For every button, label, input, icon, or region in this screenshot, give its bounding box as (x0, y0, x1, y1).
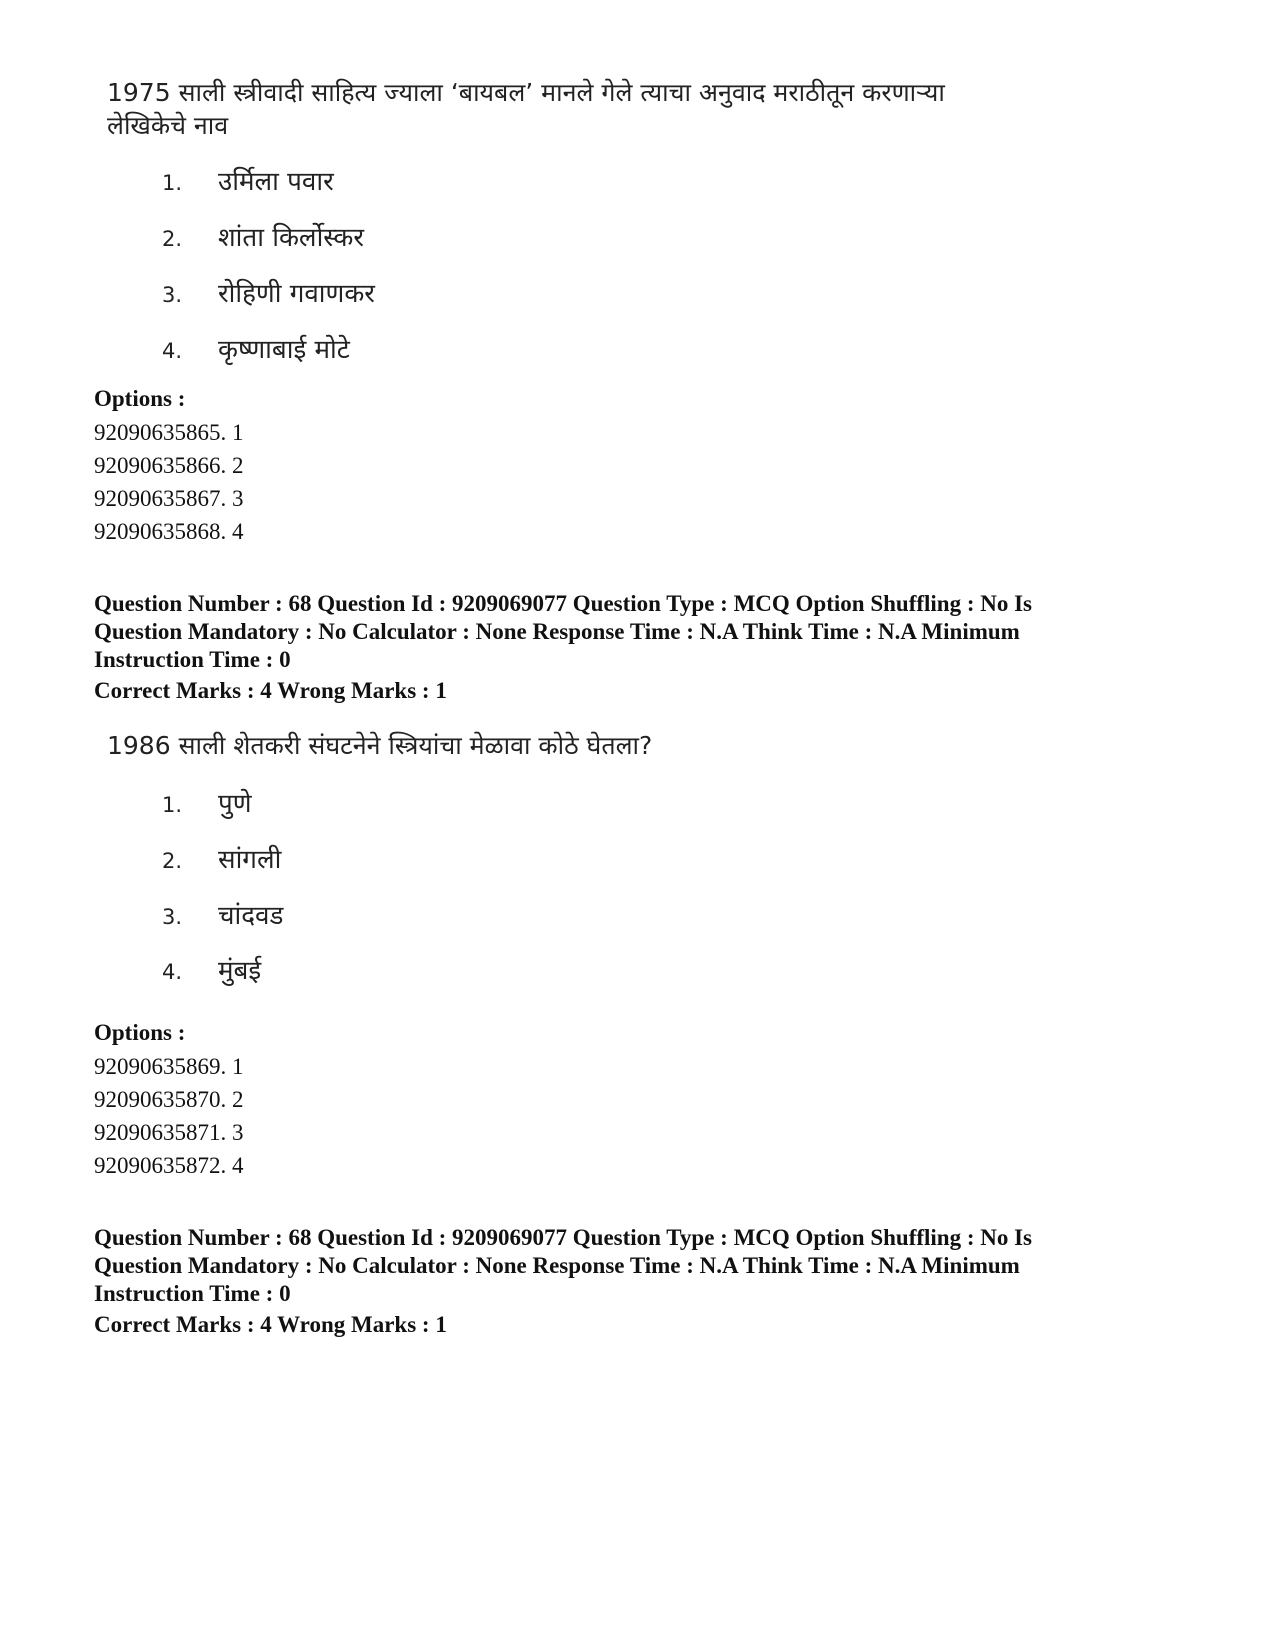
choice-number: 3. (162, 905, 183, 929)
choice-number: 4. (162, 960, 183, 984)
choice-label: शांता किर्लोस्कर (218, 223, 365, 253)
question-1-text (107, 76, 987, 142)
options-heading-1: Options : (94, 386, 186, 411)
choice-number: 4. (162, 339, 183, 363)
question-meta-1 (94, 590, 1094, 674)
marks-line-1: Correct Marks : 4 Wrong Marks : 1 (94, 678, 447, 703)
options-heading-2: Options : (94, 1020, 186, 1045)
option-id-line: 92090635870. 2 (94, 1087, 244, 1112)
choice-number: 2. (162, 227, 183, 251)
meta-line-2: Question Mandatory : No Calculator : None Response Time : N.A Think Time : N.A Minimum (94, 619, 1020, 644)
option-id-line: 92090635868. 4 (94, 519, 244, 544)
option-id-line: 92090635871. 3 (94, 1120, 244, 1145)
question-2-choice-4 (162, 951, 261, 987)
question-1-line-2: लेखिकेचे नाव (107, 111, 229, 140)
choice-number: 2. (162, 849, 183, 873)
question-2-choice-1 (162, 784, 252, 820)
choice-label: चांदवड (218, 901, 284, 931)
choice-number: 1. (162, 793, 183, 817)
question-1-line-1: 1975 साली स्त्रीवादी साहित्य ज्याला ‘बायबल’ मानले गेले त्याचा अनुवाद मराठीतून करणाऱ्या (107, 78, 945, 107)
option-id-line: 92090635872. 4 (94, 1153, 244, 1178)
question-2-choice-3 (162, 896, 283, 932)
question-1-choice-4 (162, 330, 350, 366)
question-2-text (107, 729, 987, 762)
question-2-choice-2 (162, 840, 281, 876)
option-id-line: 92090635865. 1 (94, 420, 244, 445)
question-1-choice-2 (162, 218, 364, 254)
meta-line-2: Question Mandatory : No Calculator : None Response Time : N.A Think Time : N.A Minimum (94, 1253, 1020, 1278)
choice-number: 1. (162, 171, 183, 195)
marks-line-2: Correct Marks : 4 Wrong Marks : 1 (94, 1312, 447, 1337)
choice-label: मुंबई (218, 956, 262, 986)
meta-line-3: Instruction Time : 0 (94, 647, 291, 672)
option-id-line: 92090635867. 3 (94, 486, 244, 511)
choice-label: पुणे (218, 789, 252, 819)
option-id-line: 92090635869. 1 (94, 1054, 244, 1079)
question-1-choice-3 (162, 274, 375, 310)
option-id-line: 92090635866. 2 (94, 453, 244, 478)
question-meta-2 (94, 1224, 1094, 1308)
question-2-line-1: 1986 साली शेतकरी संघटनेने स्त्रियांचा मेळावा कोठे घेतला? (107, 731, 653, 760)
meta-line-1: Question Number : 68 Question Id : 9209069077 Question Type : MCQ Option Shuffling : No Is (94, 591, 1033, 616)
options-list-1 (94, 416, 244, 548)
choice-label: रोहिणी गवाणकर (218, 279, 375, 309)
question-1-choice-1 (162, 162, 334, 198)
choice-label: उर्मिला पवार (218, 167, 334, 197)
choice-number: 3. (162, 283, 183, 307)
meta-line-1: Question Number : 68 Question Id : 9209069077 Question Type : MCQ Option Shuffling : No Is (94, 1225, 1033, 1250)
options-list-2 (94, 1050, 244, 1182)
choice-label: कृष्णाबाई मोटे (218, 335, 350, 365)
choice-label: सांगली (218, 845, 282, 875)
meta-line-3: Instruction Time : 0 (94, 1281, 291, 1306)
